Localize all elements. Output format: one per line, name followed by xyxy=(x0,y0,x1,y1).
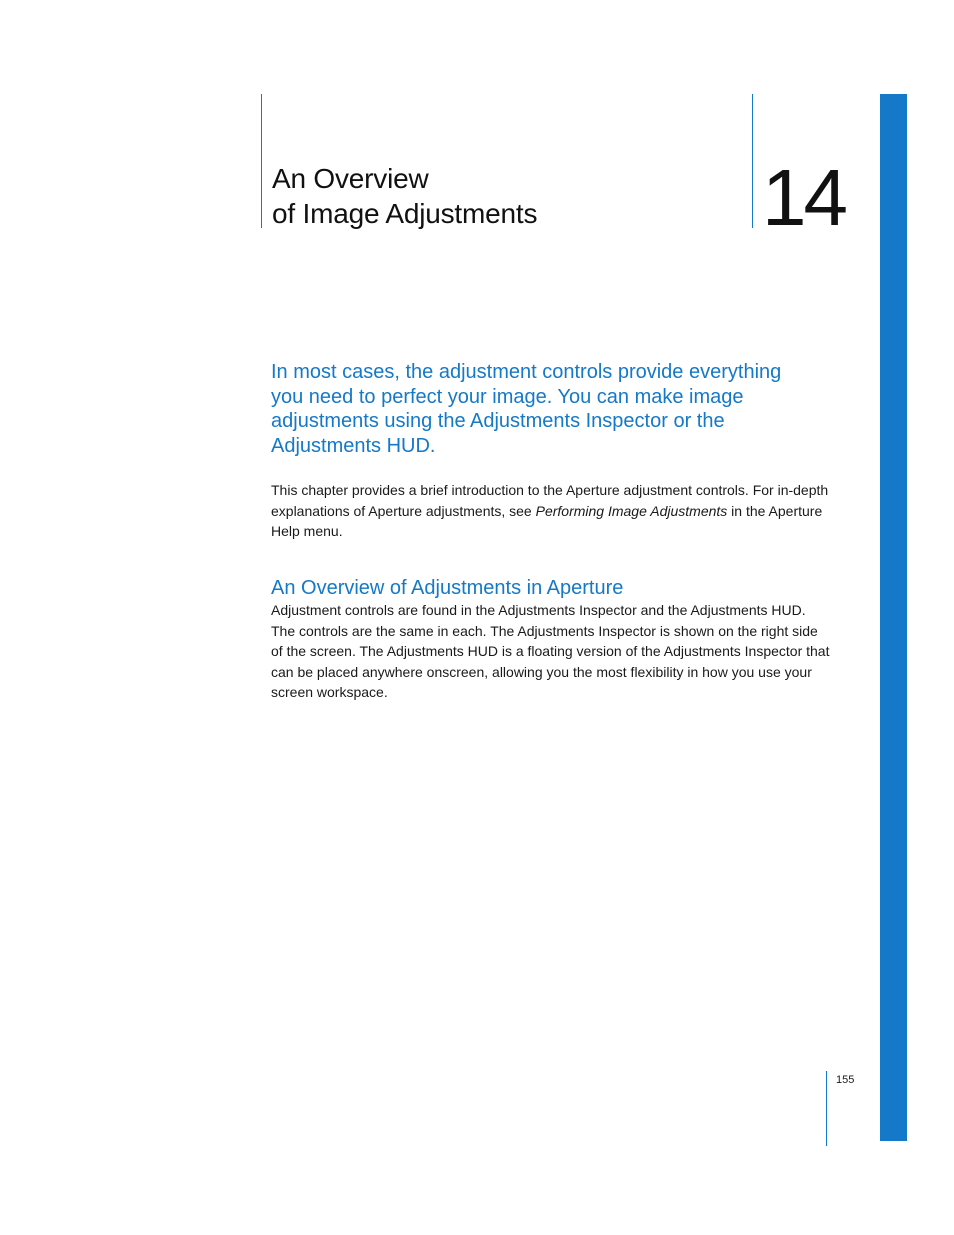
chapter-number-rule xyxy=(752,94,753,228)
chapter-title xyxy=(272,161,742,231)
intro-paragraph-end: in the Aperture Help menu. xyxy=(271,502,823,539)
intro-paragraph xyxy=(271,480,831,542)
title-rule xyxy=(261,94,262,228)
section-paragraph: Adjustment controls are found in the Adjustments Inspector and the Adjustments HUD. The controls are the same in each. The Adjustments Inspector is shown on the right side of the screen. The Adjustments HUD is a floating version of the Adjustments Inspector that can be placed anywhere onscreen, allowing you the most flexibility in how you use your screen workspace. xyxy=(271,602,830,700)
intro-paragraph-text: This chapter provides a brief introduction to the Aperture adjustment controls. For in-depth explanations of Aperture adjustments, see xyxy=(271,482,829,519)
chapter-title-line-1: An Overview xyxy=(272,163,429,194)
cross-reference: Performing Image Adjustments xyxy=(535,502,728,519)
chapter-number: 14 xyxy=(762,153,845,242)
section-heading: An Overview of Adjustments in Aperture xyxy=(271,577,624,599)
folio-rule xyxy=(826,1071,827,1146)
chapter-intro: In most cases, the adjustment controls provide everything you need to perfect your image. You can make image adjustments using the Adjustments Inspector or the Adjustments HUD. xyxy=(271,361,782,458)
page-number: 155 xyxy=(836,1074,855,1086)
chapter-title-line-2: of Image Adjustments xyxy=(272,198,538,229)
chapter-side-tab xyxy=(880,94,907,1141)
